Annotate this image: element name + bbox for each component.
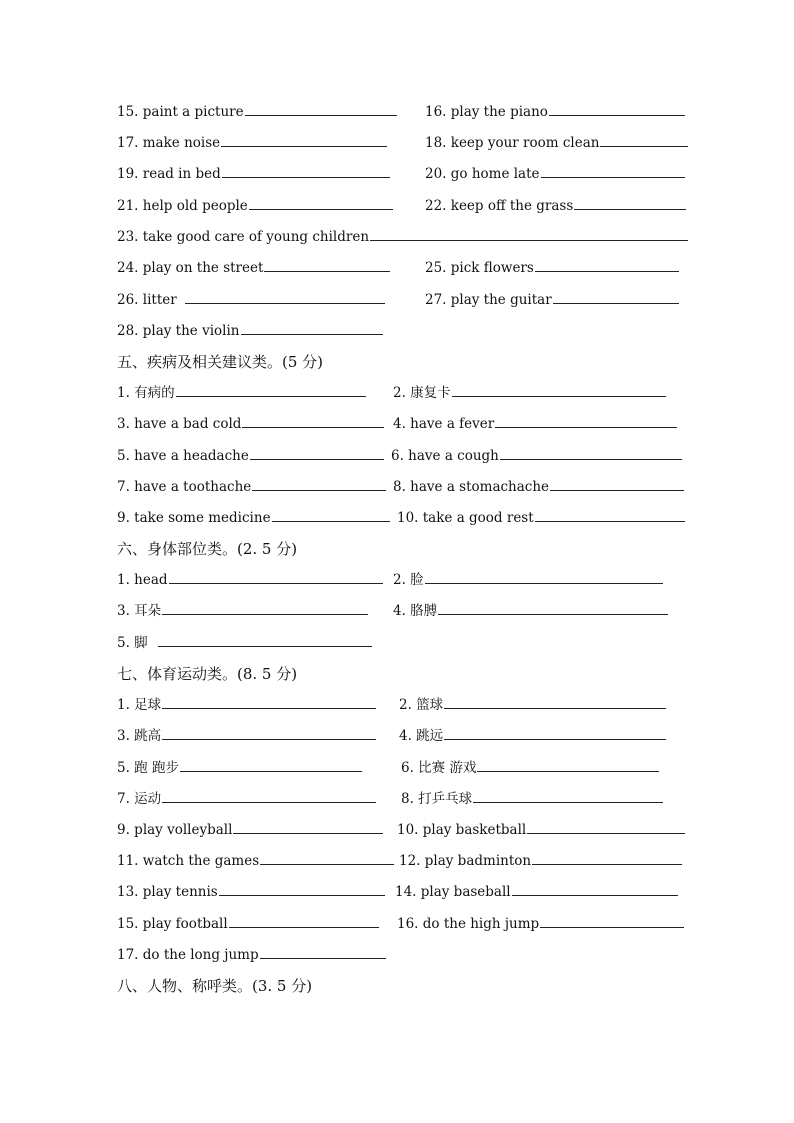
item-7-10: 10. play basketball bbox=[397, 818, 685, 842]
item-5-8: 8. have a stomachache bbox=[393, 475, 684, 499]
item-7-3: 3. 跳高 bbox=[117, 724, 376, 748]
answer-blank[interactable] bbox=[162, 601, 368, 615]
item-5-1: 1. 有病的 bbox=[117, 381, 366, 405]
answer-blank[interactable] bbox=[245, 102, 397, 116]
row-7-5-6 bbox=[117, 756, 697, 780]
answer-blank[interactable] bbox=[550, 477, 684, 491]
item-16: 16. play the piano bbox=[425, 100, 685, 124]
row-7-7-8 bbox=[117, 787, 697, 811]
row-7-1-2 bbox=[117, 693, 697, 717]
answer-blank[interactable] bbox=[242, 414, 384, 428]
item-5-5: 5. have a headache bbox=[117, 444, 384, 468]
item-7-6: 6. 比赛 游戏 bbox=[401, 756, 659, 780]
answer-blank[interactable] bbox=[260, 851, 394, 865]
item-7-13: 13. play tennis bbox=[117, 880, 385, 904]
item-7-11: 11. watch the games bbox=[117, 849, 394, 873]
item-18: 18. keep your room clean bbox=[425, 131, 688, 155]
answer-blank[interactable] bbox=[444, 726, 666, 740]
answer-blank[interactable] bbox=[162, 726, 376, 740]
row-26-27 bbox=[117, 288, 697, 312]
row-23 bbox=[117, 225, 697, 249]
item-26: 26. litter bbox=[117, 288, 385, 312]
row-28 bbox=[117, 319, 697, 343]
answer-blank[interactable] bbox=[553, 290, 679, 304]
row-5-9-10 bbox=[117, 506, 697, 530]
answer-blank[interactable] bbox=[477, 758, 659, 772]
item-7-7: 7. 运动 bbox=[117, 787, 376, 811]
answer-blank[interactable] bbox=[241, 321, 383, 335]
section-title-body-parts: 六、身体部位类。(2. 5 分) bbox=[117, 540, 298, 558]
answer-blank[interactable] bbox=[425, 570, 663, 584]
item-5-7: 7. have a toothache bbox=[117, 475, 386, 499]
item-5-4: 4. have a fever bbox=[393, 412, 677, 436]
answer-blank[interactable] bbox=[252, 477, 386, 491]
row-6-5 bbox=[117, 631, 697, 655]
answer-blank[interactable] bbox=[574, 196, 686, 210]
item-7-17: 17. do the long jump bbox=[117, 943, 386, 967]
row-7-13-14 bbox=[117, 880, 697, 904]
row-7-3-4 bbox=[117, 724, 697, 748]
answer-blank[interactable] bbox=[370, 227, 688, 241]
item-7-16: 16. do the high jump bbox=[397, 912, 684, 936]
answer-blank[interactable] bbox=[162, 695, 376, 709]
item-7-14: 14. play baseball bbox=[395, 880, 678, 904]
row-5-3-4 bbox=[117, 412, 697, 436]
answer-blank[interactable] bbox=[221, 133, 387, 147]
row-17-18 bbox=[117, 131, 697, 155]
row-5-5-6 bbox=[117, 444, 697, 468]
item-7-1: 1. 足球 bbox=[117, 693, 376, 717]
answer-blank[interactable] bbox=[535, 508, 685, 522]
item-6-1: 1. head bbox=[117, 568, 383, 592]
item-24: 24. play on the street bbox=[117, 256, 390, 280]
item-25: 25. pick flowers bbox=[425, 256, 679, 280]
answer-blank[interactable] bbox=[600, 133, 688, 147]
answer-blank[interactable] bbox=[473, 789, 663, 803]
answer-blank[interactable] bbox=[264, 258, 390, 272]
answer-blank[interactable] bbox=[452, 383, 666, 397]
section-title-sports: 七、体育运动类。(8. 5 分) bbox=[117, 665, 298, 683]
answer-blank[interactable] bbox=[549, 102, 685, 116]
item-28: 28. play the violin bbox=[117, 319, 383, 343]
answer-blank[interactable] bbox=[541, 164, 685, 178]
answer-blank[interactable] bbox=[527, 820, 685, 834]
item-5-9: 9. take some medicine bbox=[117, 506, 390, 530]
item-5-6: 6. have a cough bbox=[391, 444, 682, 468]
item-5-10: 10. take a good rest bbox=[397, 506, 685, 530]
item-21: 21. help old people bbox=[117, 194, 393, 218]
answer-blank[interactable] bbox=[180, 758, 362, 772]
item-23: 23. take good care of young children bbox=[117, 225, 688, 249]
item-7-5: 5. 跑 跑步 bbox=[117, 756, 362, 780]
row-6-3-4 bbox=[117, 599, 697, 623]
answer-blank[interactable] bbox=[229, 914, 379, 928]
row-6-1-2 bbox=[117, 568, 697, 592]
item-6-5: 5. 脚 bbox=[117, 631, 372, 655]
answer-blank[interactable] bbox=[512, 882, 678, 896]
item-7-9: 9. play volleyball bbox=[117, 818, 383, 842]
row-7-9-10 bbox=[117, 818, 697, 842]
row-5-7-8 bbox=[117, 475, 697, 499]
answer-blank[interactable] bbox=[162, 789, 376, 803]
answer-blank[interactable] bbox=[495, 414, 677, 428]
answer-blank[interactable] bbox=[219, 882, 385, 896]
answer-blank[interactable] bbox=[222, 164, 390, 178]
answer-blank[interactable] bbox=[438, 601, 668, 615]
answer-blank[interactable] bbox=[535, 258, 679, 272]
answer-blank[interactable] bbox=[249, 196, 393, 210]
answer-blank[interactable] bbox=[540, 914, 684, 928]
item-22: 22. keep off the grass bbox=[425, 194, 686, 218]
item-7-2: 2. 篮球 bbox=[399, 693, 666, 717]
item-7-12: 12. play badminton bbox=[399, 849, 682, 873]
item-27: 27. play the guitar bbox=[425, 288, 679, 312]
item-5-3: 3. have a bad cold bbox=[117, 412, 384, 436]
answer-blank[interactable] bbox=[272, 508, 390, 522]
answer-blank[interactable] bbox=[250, 446, 384, 460]
row-15-16 bbox=[117, 100, 697, 124]
item-19: 19. read in bed bbox=[117, 162, 390, 186]
row-7-17 bbox=[117, 943, 697, 967]
row-5-1-2 bbox=[117, 381, 697, 405]
section-title-illness: 五、疾病及相关建议类。(5 分) bbox=[117, 353, 324, 371]
section-title-people: 八、人物、称呼类。(3. 5 分) bbox=[117, 977, 313, 995]
item-7-4: 4. 跳远 bbox=[399, 724, 666, 748]
row-24-25 bbox=[117, 256, 697, 280]
item-5-2: 2. 康复卡 bbox=[393, 381, 666, 405]
answer-blank[interactable] bbox=[260, 945, 386, 959]
item-20: 20. go home late bbox=[425, 162, 685, 186]
item-6-3: 3. 耳朵 bbox=[117, 599, 368, 623]
item-17: 17. make noise bbox=[117, 131, 387, 155]
row-7-11-12 bbox=[117, 849, 697, 873]
answer-blank[interactable] bbox=[185, 290, 385, 304]
item-15: 15. paint a picture bbox=[117, 100, 397, 124]
item-7-15: 15. play football bbox=[117, 912, 379, 936]
answer-blank[interactable] bbox=[500, 446, 682, 460]
answer-blank[interactable] bbox=[158, 633, 372, 647]
item-6-4: 4. 胳膊 bbox=[393, 599, 668, 623]
answer-blank[interactable] bbox=[176, 383, 366, 397]
row-7-15-16 bbox=[117, 912, 697, 936]
answer-blank[interactable] bbox=[233, 820, 383, 834]
answer-blank[interactable] bbox=[532, 851, 682, 865]
answer-blank[interactable] bbox=[169, 570, 383, 584]
row-21-22 bbox=[117, 194, 697, 218]
row-19-20 bbox=[117, 162, 697, 186]
item-6-2: 2. 脸 bbox=[393, 568, 663, 592]
answer-blank[interactable] bbox=[444, 695, 666, 709]
item-7-8: 8. 打乒乓球 bbox=[401, 787, 663, 811]
